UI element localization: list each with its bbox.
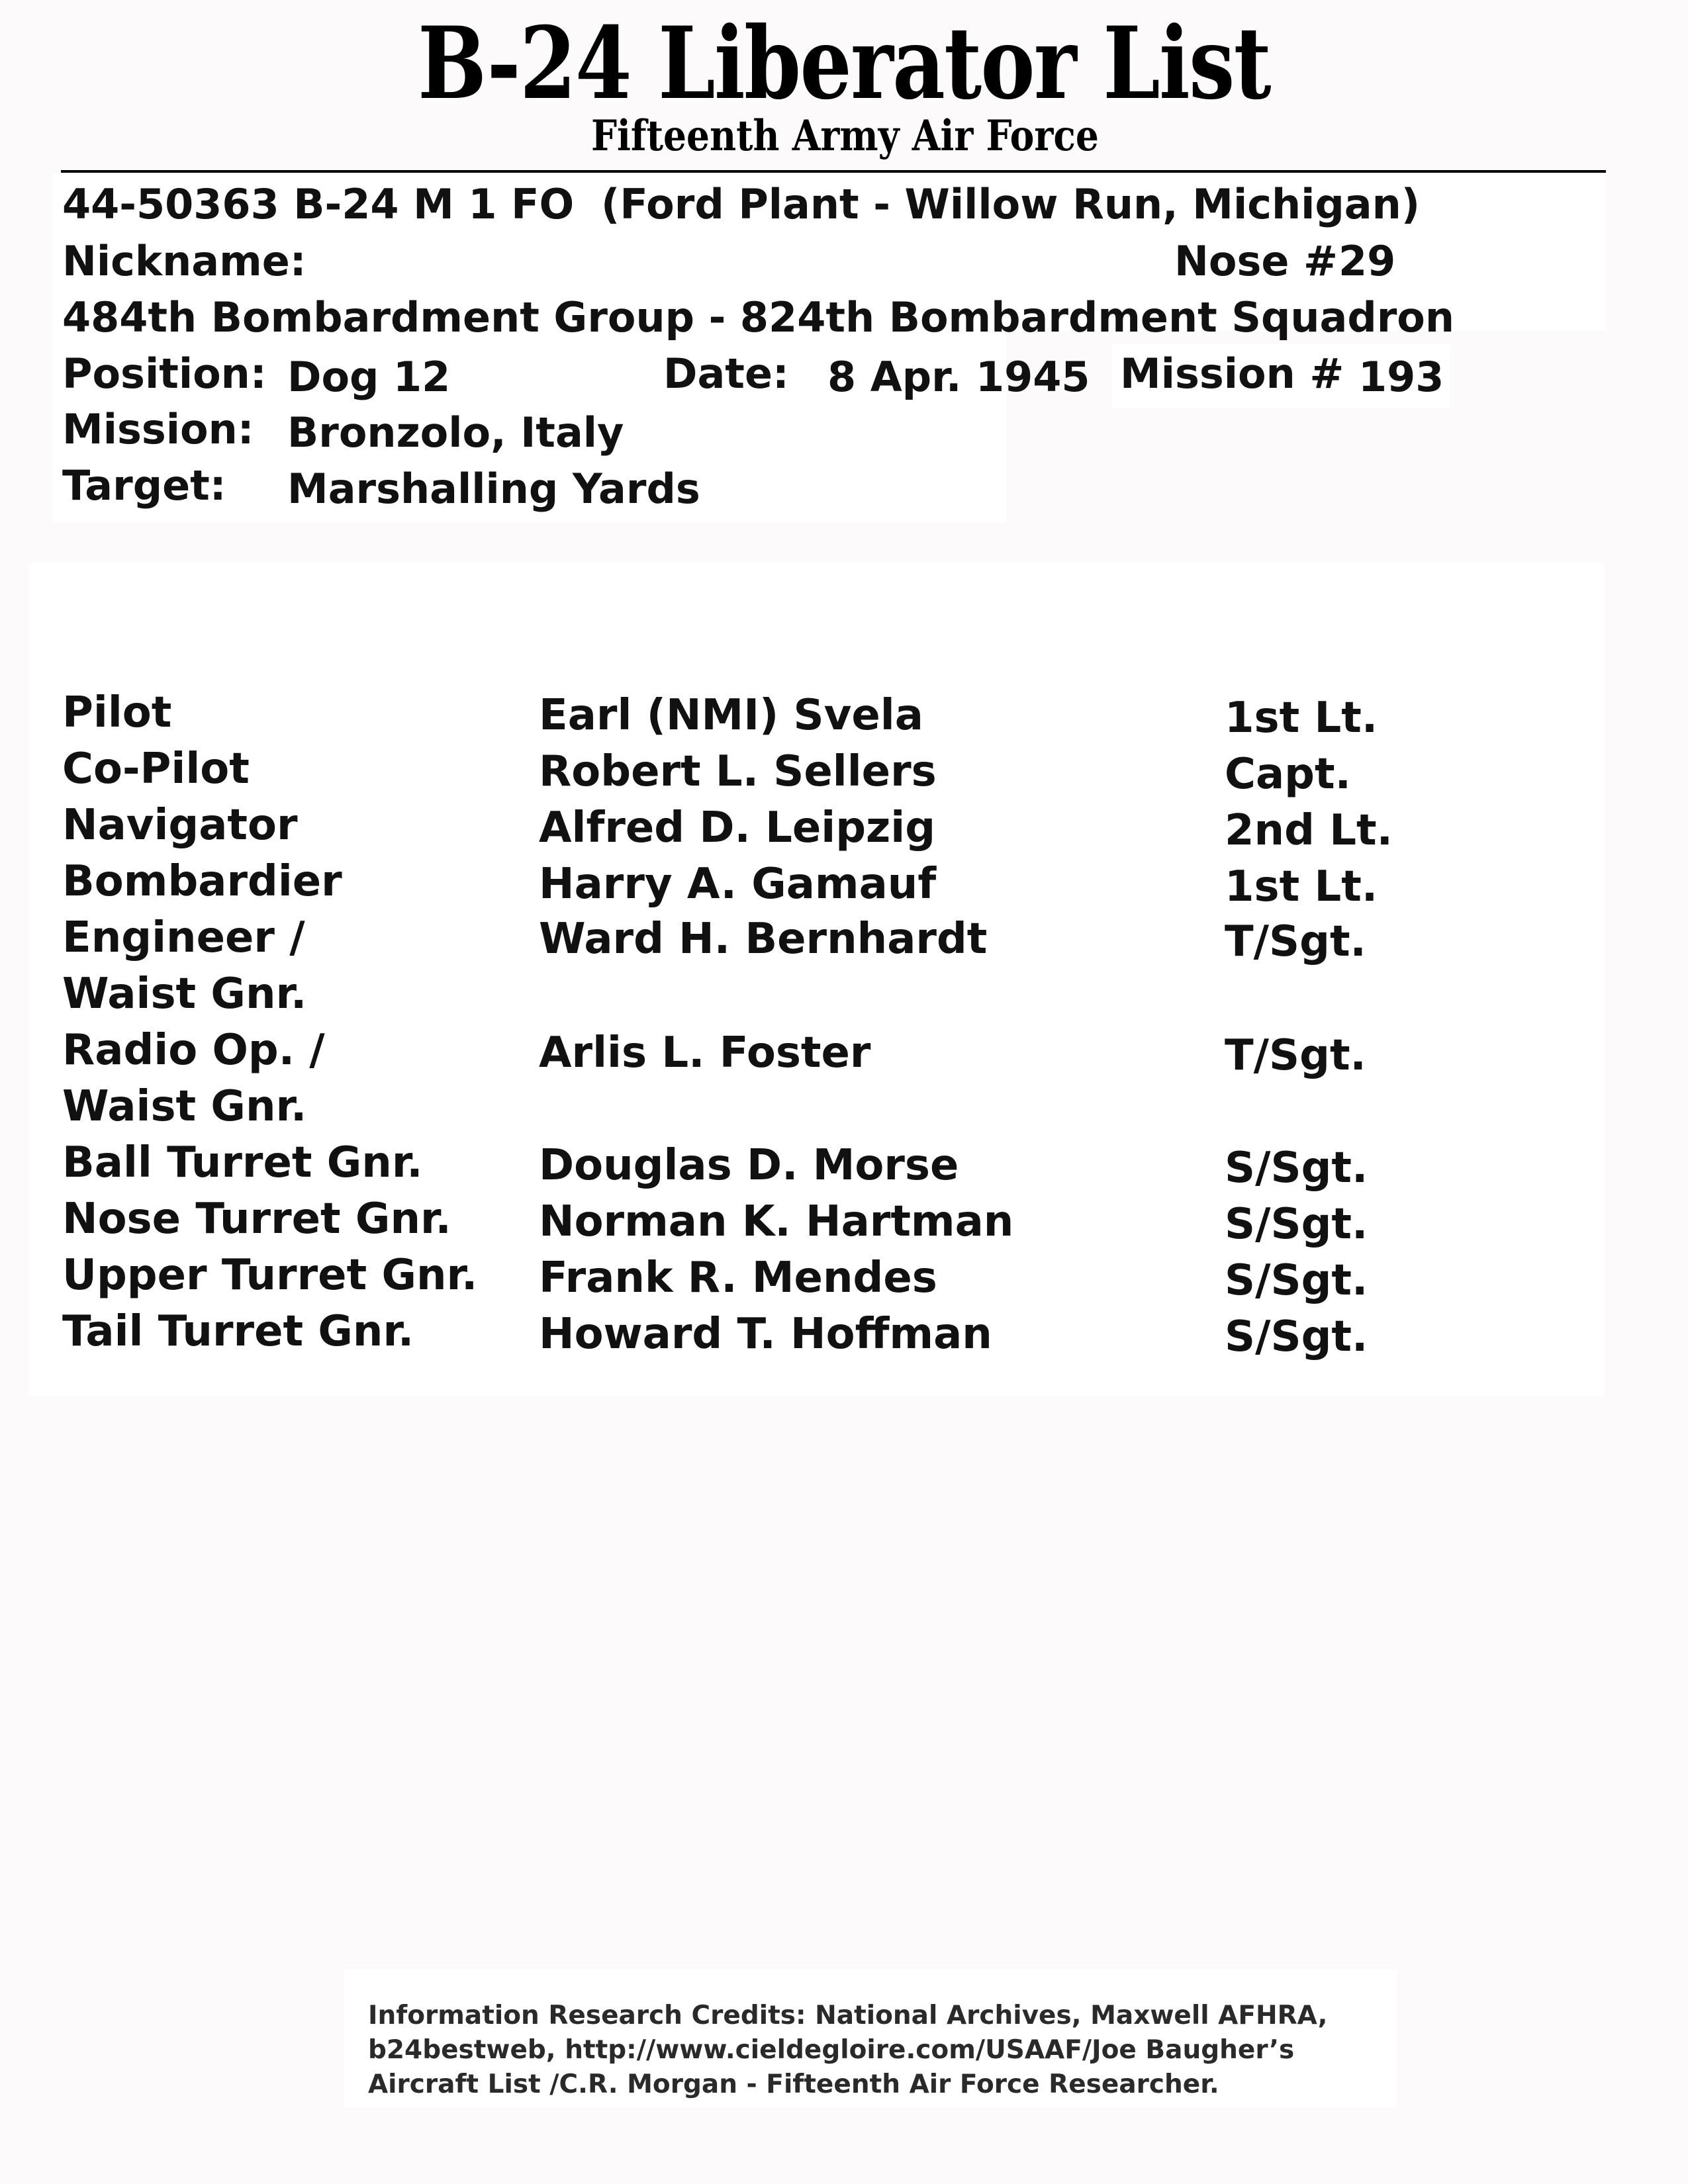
- target-value: Marshalling Yards: [287, 465, 700, 513]
- position-value: Dog 12: [287, 353, 451, 401]
- crew-position-line2: Waist Gnr.: [62, 1082, 307, 1131]
- crew-position: Nose Turret Gnr.: [62, 1195, 451, 1244]
- crew-rank: S/Sgt.: [1225, 1312, 1368, 1361]
- crew-name: Alfred D. Leipzig: [539, 803, 936, 852]
- mission-number-value: 193: [1358, 353, 1444, 401]
- mission-location: Bronzolo, Italy: [287, 408, 624, 457]
- nose-label: Nose #: [1174, 237, 1338, 285]
- nickname-label: Nickname:: [62, 237, 306, 285]
- mission-label: Mission:: [62, 405, 254, 453]
- crew-name: Harry A. Gamauf: [539, 860, 937, 909]
- aircraft-plant: (Ford Plant - Willow Run, Michigan): [601, 180, 1421, 228]
- crew-position: Engineer /: [62, 913, 305, 962]
- date-value: 8 Apr. 1945: [827, 353, 1090, 401]
- mission-number-label: Mission #: [1120, 349, 1344, 398]
- credits-line-2: b24bestweb, http://www.cieldegloire.com/USAAF/Joe Baugher’s: [368, 2035, 1295, 2065]
- page-title: B-24 Liberator List: [418, 5, 1270, 122]
- crew-rank: S/Sgt.: [1225, 1256, 1368, 1305]
- group-squadron: 484th Bombardment Group - 824th Bombardment Squadron: [62, 293, 1455, 341]
- crew-name: Ward H. Bernhardt: [539, 915, 988, 964]
- crew-rank: 1st Lt.: [1225, 862, 1378, 911]
- crew-position: Ball Turret Gnr.: [62, 1138, 423, 1187]
- crew-rank: S/Sgt.: [1225, 1144, 1368, 1193]
- crew-position: Tail Turret Gnr.: [62, 1307, 414, 1356]
- crew-rank: S/Sgt.: [1225, 1200, 1368, 1249]
- crew-position: Radio Op. /: [62, 1026, 325, 1075]
- crew-rank: 2nd Lt.: [1225, 806, 1393, 855]
- date-label: Date:: [663, 349, 789, 398]
- crew-name: Earl (NMI) Svela: [539, 691, 923, 740]
- crew-position-line2: Waist Gnr.: [62, 970, 307, 1019]
- crew-rank: T/Sgt.: [1225, 1031, 1366, 1080]
- crew-position: Pilot: [62, 688, 172, 737]
- crew-position: Navigator: [62, 801, 298, 850]
- crew-name: Norman K. Hartman: [539, 1197, 1014, 1246]
- crew-rank: 1st Lt.: [1225, 694, 1378, 743]
- title-divider: [61, 170, 1606, 173]
- credits-line-3: Aircraft List /C.R. Morgan - Fifteenth Air Force Researcher.: [368, 2070, 1219, 2099]
- nose-number: 29: [1338, 237, 1396, 285]
- crew-name: Frank R. Mendes: [539, 1253, 937, 1302]
- credits-line-1: Information Research Credits: National Archives, Maxwell AFHRA,: [368, 2001, 1328, 2030]
- page-subtitle: Fifteenth Army Air Force: [590, 111, 1099, 161]
- position-label: Position:: [62, 349, 267, 398]
- crew-rank: T/Sgt.: [1225, 917, 1366, 966]
- crew-rank: Capt.: [1225, 750, 1351, 799]
- crew-name: Arlis L. Foster: [539, 1028, 871, 1077]
- crew-position: Upper Turret Gnr.: [62, 1251, 478, 1300]
- crew-position: Bombardier: [62, 857, 342, 906]
- target-label: Target:: [62, 461, 226, 510]
- crew-name: Douglas D. Morse: [539, 1141, 959, 1190]
- crew-position: Co-Pilot: [62, 745, 250, 794]
- crew-name: Robert L. Sellers: [539, 747, 937, 796]
- crew-name: Howard T. Hoffman: [539, 1310, 992, 1359]
- aircraft-serial: 44-50363 B-24 M 1 FO: [62, 180, 575, 228]
